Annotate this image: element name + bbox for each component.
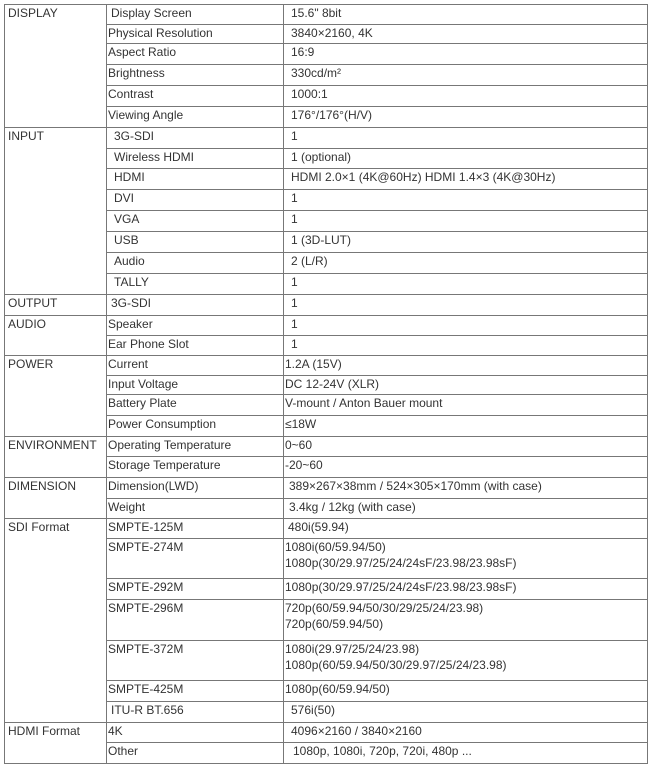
spec-row — [5, 316, 648, 336]
spec-row — [5, 519, 648, 539]
spec-value-cell — [284, 86, 648, 107]
spec-value-cell — [284, 295, 648, 316]
spec-value-cell — [284, 190, 648, 211]
spec-value: 1 — [291, 275, 298, 289]
spec-value: 720p(60/59.94/50) — [285, 617, 384, 631]
spec-name: Audio — [114, 254, 145, 268]
spec-value-cell — [284, 65, 648, 86]
spec-row — [5, 723, 648, 743]
spec-value-cell — [284, 395, 648, 416]
spec-name-cell — [107, 274, 284, 295]
spec-name: Weight — [108, 500, 146, 514]
spec-value: 1080i(60/59.94/50) — [285, 540, 386, 554]
category-hdmi-format — [5, 723, 107, 764]
category-label: ENVIRONMENT — [8, 438, 97, 452]
spec-name-cell — [107, 702, 284, 723]
spec-value-cell — [284, 376, 648, 395]
spec-name: Ear Phone Slot — [108, 337, 189, 351]
spec-name: Power Consumption — [108, 417, 217, 431]
spec-value-cell — [284, 5, 648, 25]
spec-name-cell — [107, 316, 284, 336]
spec-name: SMPTE-125M — [108, 520, 184, 534]
category-input — [5, 128, 107, 295]
spec-value: 330cd/m² — [291, 66, 342, 80]
spec-name-cell — [107, 149, 284, 169]
spec-name-cell — [107, 211, 284, 232]
spec-value-cell — [284, 702, 648, 723]
spec-value: 576i(50) — [291, 703, 336, 717]
spec-value: 1 (3D-LUT) — [291, 233, 352, 247]
spec-name-cell — [107, 5, 284, 25]
spec-value: 176°/176°(H/V) — [291, 108, 372, 122]
spec-name: SMPTE-372M — [108, 642, 184, 656]
spec-value-cell — [284, 539, 648, 579]
spec-name: Other — [108, 744, 139, 758]
spec-value: 480i(59.94) — [288, 520, 349, 534]
spec-name: Contrast — [108, 87, 154, 101]
spec-name: Speaker — [108, 317, 153, 331]
spec-value: 15.6" 8bit — [291, 6, 342, 20]
spec-row — [5, 478, 648, 499]
spec-value-cell — [284, 579, 648, 600]
spec-name: TALLY — [114, 275, 149, 289]
spec-value-cell — [284, 128, 648, 149]
spec-name: Aspect Ratio — [108, 45, 177, 59]
spec-name-cell — [107, 457, 284, 478]
spec-value: -20~60 — [285, 458, 323, 472]
spec-table — [4, 4, 648, 764]
spec-value-cell — [284, 723, 648, 743]
spec-value: 1 — [291, 212, 298, 226]
spec-name-cell — [107, 86, 284, 107]
spec-value-cell — [284, 416, 648, 437]
category-output — [5, 295, 107, 316]
spec-name-cell — [107, 723, 284, 743]
spec-value-cell — [284, 169, 648, 190]
category-label: INPUT — [8, 129, 44, 143]
spec-value-cell — [284, 681, 648, 702]
category-label: POWER — [8, 357, 54, 371]
spec-value: DC 12-24V (XLR) — [285, 377, 380, 391]
spec-name-cell — [107, 107, 284, 128]
spec-name-cell — [107, 743, 284, 764]
category-label: OUTPUT — [8, 296, 58, 310]
category-label: DIMENSION — [8, 479, 77, 493]
spec-value: V-mount / Anton Bauer mount — [285, 396, 443, 410]
spec-name-cell — [107, 519, 284, 539]
spec-value: 1.2A (15V) — [285, 357, 342, 371]
spec-name: Dimension(LWD) — [108, 479, 199, 493]
spec-value-cell — [284, 641, 648, 681]
spec-value-cell — [284, 600, 648, 641]
spec-value: 16:9 — [291, 45, 315, 59]
spec-name: Viewing Angle — [108, 108, 184, 122]
spec-value: 3840×2160, 4K — [291, 26, 373, 40]
spec-name: DVI — [114, 191, 135, 205]
spec-name: Display Screen — [111, 6, 192, 20]
spec-row — [5, 356, 648, 376]
spec-value: 1 — [291, 337, 298, 351]
spec-value: 3.4kg / 12kg (with case) — [289, 500, 416, 514]
spec-name-cell — [107, 681, 284, 702]
spec-row — [5, 437, 648, 457]
spec-name-cell — [107, 169, 284, 190]
category-power — [5, 356, 107, 437]
spec-value: 1 — [291, 129, 298, 143]
spec-value-cell — [284, 232, 648, 253]
spec-value: 4096×2160 / 3840×2160 — [291, 724, 422, 738]
category-dimension — [5, 478, 107, 519]
spec-value: 1080i(29.97/25/24/23.98) — [285, 642, 420, 656]
spec-value-cell — [284, 478, 648, 499]
spec-name-cell — [107, 499, 284, 519]
spec-name-cell — [107, 65, 284, 86]
spec-value: 1080p(60/59.94/50) — [285, 682, 390, 696]
spec-name: Brightness — [108, 66, 165, 80]
spec-name: ITU-R BT.656 — [111, 703, 184, 717]
spec-value: 1080p(60/59.94/50/30/29.97/25/24/23.98) — [285, 658, 507, 672]
spec-value-cell — [284, 211, 648, 232]
spec-value: 2 (L/R) — [291, 254, 328, 268]
spec-value-cell — [284, 253, 648, 274]
category-label: AUDIO — [8, 317, 47, 331]
spec-name-cell — [107, 25, 284, 44]
spec-value: 0~60 — [285, 438, 313, 452]
spec-name-cell — [107, 600, 284, 641]
spec-name: SMPTE-296M — [108, 601, 184, 615]
spec-name-cell — [107, 295, 284, 316]
spec-name: HDMI — [114, 170, 145, 184]
spec-name-cell — [107, 336, 284, 356]
spec-row — [5, 128, 648, 149]
spec-name: 4K — [108, 724, 123, 738]
spec-name: Wireless HDMI — [114, 150, 194, 164]
spec-value-cell — [284, 743, 648, 764]
category-environment — [5, 437, 107, 478]
spec-name: 3G-SDI — [111, 296, 152, 310]
spec-name: 3G-SDI — [114, 129, 155, 143]
spec-value: ≤18W — [285, 417, 317, 431]
spec-value-cell — [284, 437, 648, 457]
spec-value: 1080p(30/29.97/25/24/24sF/23.98/23.98sF) — [285, 580, 517, 594]
spec-value-cell — [284, 356, 648, 376]
category-sdi-format — [5, 519, 107, 723]
spec-name-cell — [107, 478, 284, 499]
spec-value: 1 — [291, 317, 298, 331]
spec-value-cell — [284, 519, 648, 539]
spec-name-cell — [107, 232, 284, 253]
spec-row — [5, 5, 648, 25]
spec-name: Battery Plate — [108, 396, 177, 410]
spec-name: Current — [108, 357, 149, 371]
spec-value-cell — [284, 44, 648, 65]
spec-name-cell — [107, 395, 284, 416]
category-label: HDMI Format — [8, 724, 80, 738]
spec-name-cell — [107, 128, 284, 149]
spec-name-cell — [107, 190, 284, 211]
spec-name-cell — [107, 539, 284, 579]
spec-value-cell — [284, 499, 648, 519]
spec-value-cell — [284, 25, 648, 44]
spec-name: Input Voltage — [108, 377, 179, 391]
spec-name: Physical Resolution — [108, 26, 213, 40]
spec-name: SMPTE-274M — [108, 540, 184, 554]
spec-table-body — [5, 5, 648, 764]
spec-name: SMPTE-292M — [108, 580, 184, 594]
spec-value: 1 — [291, 191, 298, 205]
spec-name-cell — [107, 356, 284, 376]
spec-name-cell — [107, 44, 284, 65]
spec-value-cell — [284, 336, 648, 356]
spec-value: 1080p(30/29.97/25/24/24sF/23.98/23.98sF) — [285, 556, 517, 570]
spec-row — [5, 295, 648, 316]
spec-value-cell — [284, 457, 648, 478]
spec-value: 1 — [291, 296, 298, 310]
spec-value-cell — [284, 274, 648, 295]
spec-value: 720p(60/59.94/50/30/29/25/24/23.98) — [285, 601, 484, 615]
spec-name-cell — [107, 437, 284, 457]
spec-value-cell — [284, 107, 648, 128]
spec-name: Storage Temperature — [108, 458, 221, 472]
spec-value: 1 (optional) — [291, 150, 352, 164]
category-audio — [5, 316, 107, 356]
spec-value: 1080p, 1080i, 720p, 720i, 480p ... — [293, 744, 472, 758]
spec-name-cell — [107, 416, 284, 437]
category-label: DISPLAY — [8, 6, 58, 20]
spec-value-cell — [284, 149, 648, 169]
spec-name-cell — [107, 253, 284, 274]
spec-name-cell — [107, 579, 284, 600]
spec-value: 1000:1 — [291, 87, 328, 101]
spec-name-cell — [107, 641, 284, 681]
spec-name-cell — [107, 376, 284, 395]
spec-value: 389×267×38mm / 524×305×170mm (with case) — [289, 479, 542, 493]
spec-name: Operating Temperature — [108, 438, 232, 452]
spec-name: VGA — [114, 212, 140, 226]
category-label: SDI Format — [8, 520, 70, 534]
spec-name: SMPTE-425M — [108, 682, 184, 696]
category-display — [5, 5, 107, 128]
spec-value-cell — [284, 316, 648, 336]
spec-value: HDMI 2.0×1 (4K@60Hz) HDMI 1.4×3 (4K@30Hz) — [291, 170, 556, 184]
spec-name: USB — [114, 233, 139, 247]
